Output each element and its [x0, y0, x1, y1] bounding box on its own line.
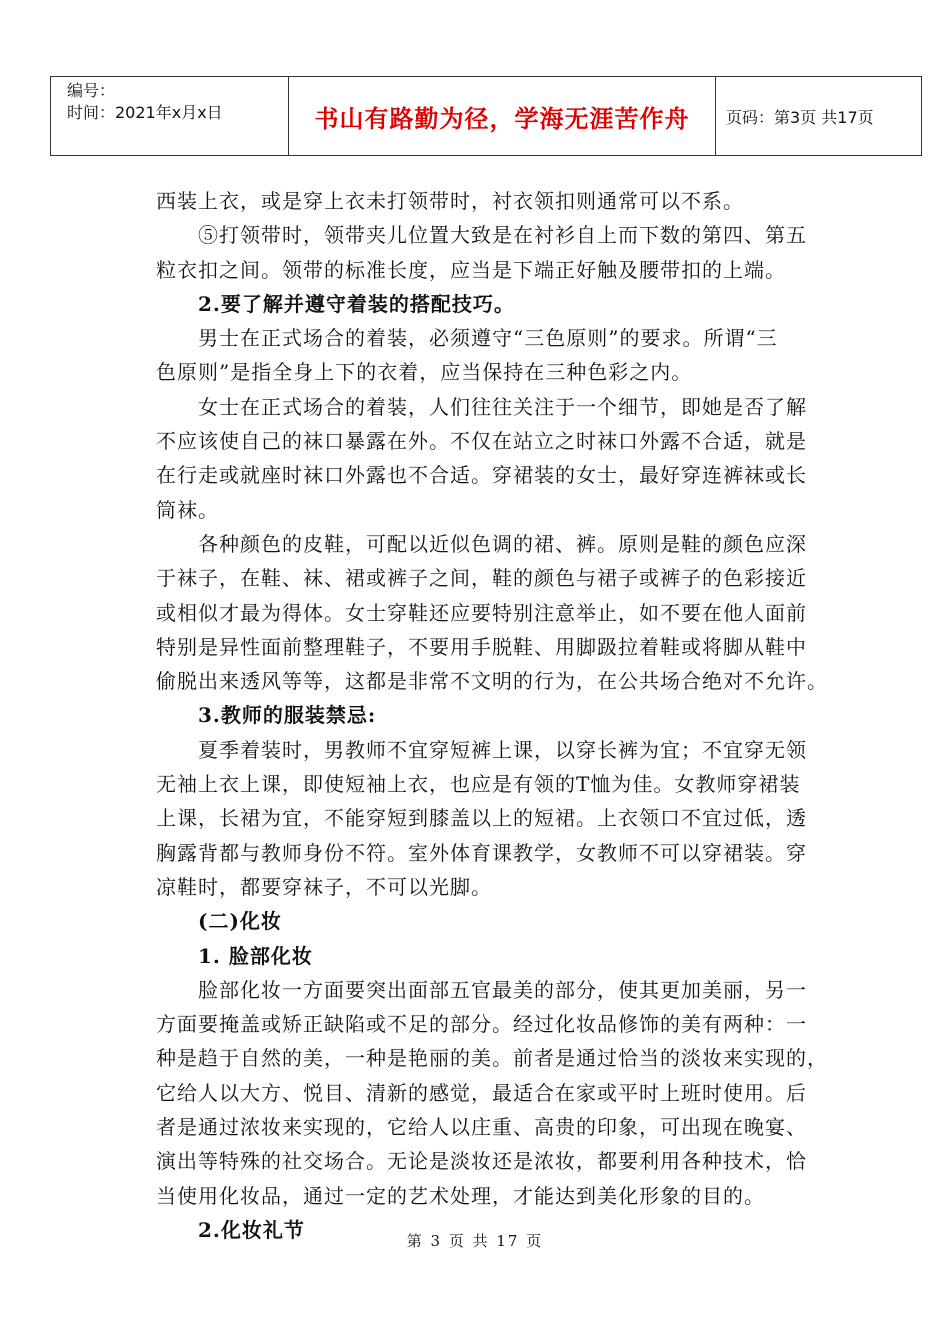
section-heading: 2.化妆礼节: [198, 1217, 305, 1242]
body-text-line: 偷脱出来透风等等，这都是非常不文明的行为，在公共场合绝对不允许。: [156, 669, 828, 694]
body-text-line: 演出等特殊的社交场合。无论是淡妆还是浓妆，都要利用各种技术，恰: [156, 1149, 807, 1174]
body-text-line: 凉鞋时，都要穿袜子，不可以光脚。: [156, 874, 492, 899]
body-text-line: 男士在正式场合的着装，必须遵守“三色原则”的要求。所谓“三: [198, 326, 778, 351]
body-text-line: 胸露背都与教师身份不符。室外体育课教学，女教师不可以穿裙装。穿: [156, 840, 807, 865]
body-text-line: 在行走或就座时袜口外露也不合适。穿裙装的女士，最好穿连裤袜或长: [156, 463, 807, 488]
header-meta: [51, 77, 289, 156]
body-text-line: 它给人以大方、悦目、清新的感觉，最适合在家或平时上班时使用。后: [156, 1080, 807, 1105]
section-heading: 1. 脸部化妆: [198, 943, 313, 968]
body-text-line: 女士在正式场合的着装，人们往往关注于一个细节，即她是否了解: [198, 394, 807, 419]
section-heading: 3.教师的服装禁忌:: [198, 703, 377, 728]
document-number-label: 编号：: [67, 81, 116, 100]
page-footer: 第 3 页 共 17 页: [406, 1232, 544, 1250]
body-text-line: 上课，长裙为宜，不能穿短到膝盖以上的短裙。上衣领口不宜过低，透: [156, 806, 807, 831]
body-text-line: 当使用化妆品，通过一定的艺术处理，才能达到美化形象的目的。: [156, 1183, 765, 1208]
body-text-line: 西装上衣，或是穿上衣未打领带时，衬衣领扣则通常可以不系。: [156, 189, 744, 213]
section-heading: 2.要了解并遵守着装的搭配技巧。: [198, 291, 515, 316]
body-text-line: 不应该使自己的袜口暴露在外。不仅在站立之时袜口外露不合适，就是: [156, 429, 807, 454]
header-motto: 书山有路勤为径，学海无涯苦作舟: [289, 77, 716, 156]
body-text-line: 或相似才最为得体。女士穿鞋还应要特别注意举止，如不要在他人面前: [156, 600, 807, 625]
body-text-line: 特别是异性面前整理鞋子，不要用手脱鞋、用脚趿拉着鞋或将脚从鞋中: [156, 634, 807, 659]
body-text-line: 者是通过浓妆来实现的，它给人以庄重、高贵的印象，可出现在晚宴、: [156, 1115, 807, 1140]
header-page-info: 页码：第3页 共17页: [716, 77, 922, 156]
body-text-line: 无袖上衣上课，即使短袖上衣，也应是有领的T恤为佳。女教师穿裙装: [156, 772, 801, 797]
body-text-line: 脸部化妆一方面要突出面部五官最美的部分，使其更加美丽，另一: [198, 977, 807, 1002]
body-text-line: 于袜子，在鞋、袜、裙或裤子之间，鞋的颜色与裙子或裤子的色彩接近: [156, 566, 807, 591]
body-text-line: 种是趋于自然的美，一种是艳丽的美。前者是通过恰当的淡妆来实现的，: [156, 1046, 828, 1071]
body-text-line: 方面要掩盖或矫正缺陷或不足的部分。经过化妆品修饰的美有两种：一: [156, 1012, 807, 1037]
document-time-label: 时间：2021年x月x日: [67, 103, 223, 122]
page-header: [50, 76, 922, 156]
body-text-line: 粒衣扣之间。领带的标准长度，应当是下端正好触及腰带扣的上端。: [156, 257, 786, 282]
body-text-line: 各种颜色的皮鞋，可配以近似色调的裙、裤。原则是鞋的颜色应深: [198, 531, 807, 556]
document-body: [156, 184, 850, 1247]
body-text-line: 筒袜。: [156, 497, 219, 522]
body-text-line: 夏季着装时，男教师不宜穿短裤上课，以穿长裤为宜；不宜穿无领: [198, 737, 807, 762]
section-heading: (二)化妆: [198, 909, 282, 934]
body-text-line: ⑤打领带时，领带夹儿位置大致是在衬衫自上而下数的第四、第五: [198, 223, 807, 248]
body-text-line: 色原则”是指全身上下的衣着，应当保持在三种色彩之内。: [156, 360, 693, 385]
